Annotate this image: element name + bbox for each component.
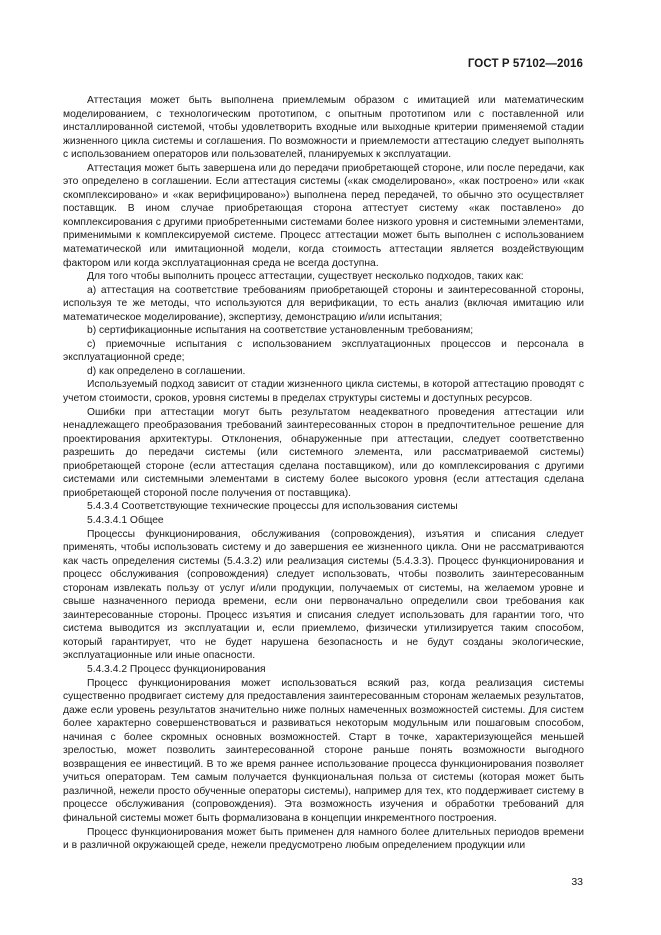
paragraph-operation-process: Процесс функционирования может использоваться всякий раз, когда реализация системы существенно продвигает систему для предоставления заинтересованным сторонам желаемых результатов, даже если уровень результатов значительно ниже полных намеченных возможностей системы. Для систем более характерно совершенствоваться и развиваться некоторым модульным или пошаговым способом, начиная с более скромных основных возможностей. Старт в точке, характеризующейся меньшей зрелостью, может позволить заинтересованной стороне раньше понять возможности выгодного возвращения ее инвестиций. В то же время раннее использование процесса функционирования позволяет учиться операторам. Тем самым получается функциональная польза от системы (которая может быть различной, нежели просто обученные операторы системы), например для тех, кто поддерживает систему в процессе обслуживания (сопровождения). Эта возможность изучения и обработки требований для финальной системы может быть формализована в концепции инкрементного построения. (63, 677, 584, 824)
page-number: 33 (571, 876, 583, 888)
paragraph-attestation-timing: Аттестация может быть завершена или до передачи приобретающей стороне, или после передачи, как это определено в соглашении. Если аттестация системы («как смоделировано», «как построено» или «как скомплексировано» и «как верифицировано») выполнена перед передачей, то обычно это осуществляет поставщик. В ином случае приобретающая сторона аттестует систему «как поставлено» до комплексирования с другими приобретенными системами более низкого уровня и системными элементами, применимыми к комплексируемой системе. Процесс аттестации может быть выполнен с использованием математической или имитационной модели, когда стоимость аттестации является воздействующим фактором или когда эксплуатационная среда не всегда доступна. (63, 162, 584, 269)
list-item-d: d) как определено в соглашении. (87, 365, 246, 377)
standard-code-header: ГОСТ Р 57102—2016 (467, 58, 583, 70)
list-item-b: b) сертификационные испытания на соответствие установленным требованиям; (87, 325, 474, 337)
paragraph-attestation-methods: Аттестация может быть выполнена приемлемым образом с имитацией или математическим моделированием, с технологическим прототипом, с опытным прототипом или с поставленной или инсталлированной системой, чтобы удовлетворить входные или выходные критерии применяемой стадии жизненного цикла системы и соглашения. По возможности и приемлемости аттестацию следует выполнять с использованием операторов или пользователей, планируемых к эксплуатации. (63, 95, 584, 161)
section-heading-5-4-3-4: 5.4.3.4 Соответствующие технические процессы для использования системы (87, 501, 458, 513)
paragraph-approach-depends: Используемый подход зависит от стадии жизненного цикла системы, в которой аттестацию проводят с учетом стоимости, сроков, уровня системы в пределах структуры системы и доступных ресурсов. (63, 379, 584, 405)
section-heading-5-4-3-4-2: 5.4.3.4.2 Процесс функционирования (87, 663, 266, 675)
body-text (63, 94, 584, 853)
paragraph-approaches-intro: Для того чтобы выполнить процесс аттестации, существует несколько подходов, таких как: (87, 271, 524, 283)
paragraph-usage-processes: Процессы функционирования, обслуживания (сопровождения), изъятия и списания следует применять, чтобы использовать систему и до завершения ее жизненного цикла. Они не рассматриваются как часть определения системы (5.4.3.2) или реализация системы (5.4.3.3). Процесс функционирования и процесс обслуживания (сопровождения) следует использовать, чтобы позволить заинтересованным сторонам извлекать пользу от услуг и/или продукции, получаемых от системы, на желаемом уровне и свыше назначенного периода времени, если они первоначально определили свои требования как заинтересованные стороны. Процесс изъятия и списания следует использовать для гарантии того, что система выводится из эксплуатации и, если приемлемо, физически утилизируется таким способом, который гарантирует, что не будет нарушена безопасность и не будут созданы экологические, эксплуатационные или иные опасности. (63, 528, 584, 662)
section-heading-5-4-3-4-1: 5.4.3.4.1 Общее (87, 514, 164, 526)
list-item-c: с) приемочные испытания с использованием эксплуатационных процессов и персонала в эксплуатационной среде; (63, 338, 584, 364)
list-item-a: а) аттестация на соответствие требованиям приобретающей стороны и заинтересованной стороны, используя те же методы, что используются для верификации, то есть анализ (включая имитацию или математическое моделирование), экспертизу, демонстрацию и/или испытания; (63, 284, 584, 323)
paragraph-attestation-errors: Ошибки при аттестации могут быть результатом неадекватного проведения аттестации или ненадлежащего преобразования требований заинтересованных сторон в предпочтительное решение для проектирования архитектуры. Отклонения, обнаруженные при аттестации, следует соответственно разрешить до передачи системы (или системного элемента, или рассматриваемой системы) приобретающей стороне (если аттестация сделана поставщиком), или до комплексирования с другими системами или системными элементами в систему более высокого уровня (если аттестация сделана приобретающей стороной после получения от поставщика). (63, 406, 584, 499)
paragraph-operation-duration: Процесс функционирования может быть применен для намного более длительных периодов времени и в различной окружающей среде, нежели предусмотрено любым определением продукции или (63, 826, 584, 852)
